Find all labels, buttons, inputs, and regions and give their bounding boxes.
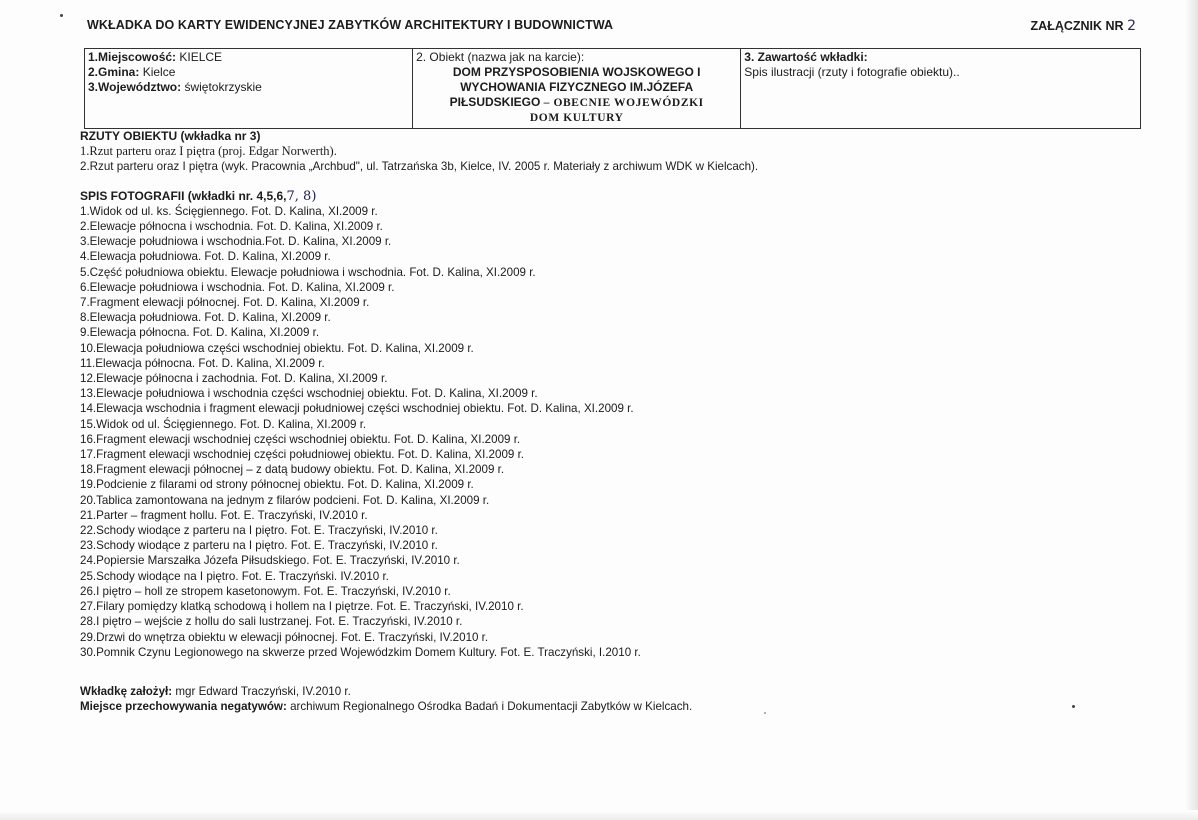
photo-list-item: 1.Widok od ul. ks. Ścięgiennego. Fot. D. Kalina, XI.2009 r. bbox=[80, 204, 378, 218]
photo-list-item: 18.Fragment elewacji północnej – z datą budowy obiektu. Fot. D. Kalina, XI.2009 r. bbox=[80, 463, 505, 477]
photo-list-item: 21.Parter – fragment hollu. Fot. E. Traczyński, IV.2010 r. bbox=[80, 508, 368, 522]
photo-list-item: 14.Elewacja wschodnia i fragment elewacji południowej części wschodniej obiektu. Fot. D. Kalina, XI.2009 r. bbox=[80, 402, 634, 416]
photo-list-item: 24.Popiersie Marszałka Józefa Piłsudskiego. Fot. E. Traczyński, IV.2010 r. bbox=[80, 554, 460, 568]
photo-list-item: 4.Elewacja południowa. Fot. D. Kalina, XI.2009 r. bbox=[80, 250, 331, 264]
spacer bbox=[80, 660, 1160, 684]
object-name-line-3-rest: – OBECNIE WOJEWÓDZKI bbox=[543, 97, 704, 109]
contents-cell bbox=[741, 49, 1141, 129]
rzuty-item: 2.Rzut parteru oraz I piętra (wyk. Pracownia „Archbud", ul. Tatrzańska 3b, Kielce, IV. 2005 r. Materiały z archiwum WDK w Kielcach). bbox=[80, 160, 759, 174]
storage-value: archiwum Regionalnego Ośrodka Badań i Dokumentacji Zabytków w Kielcach. bbox=[290, 700, 693, 714]
contents-label: 3. Zawartość wkładki: bbox=[744, 50, 868, 64]
founder-label: Wkładkę założył: bbox=[80, 684, 173, 698]
object-name-line-1: DOM PRZYSPOSOBIENIA WOJSKOWEGO I bbox=[452, 65, 701, 79]
scan-edge-right bbox=[1184, 0, 1198, 820]
annex-label-text: ZAŁĄCZNIK NR bbox=[1030, 19, 1124, 33]
gmina-line bbox=[88, 65, 409, 80]
photo-list-item: 20.Tablica zamontowana na jednym z filarów podcieni. Fot. D. Kalina, XI.2009 r. bbox=[80, 493, 490, 507]
photo-list-item: 27.Filary pomiędzy klatką schodową i hollem na I piętrze. Fot. E. Traczyński, IV.2010 r. bbox=[80, 600, 524, 614]
scan-speck bbox=[60, 14, 63, 17]
storage-label: Miejsce przechowywania negatywów: bbox=[80, 700, 287, 714]
photo-list-item: 28.I piętro – wejście z hollu do sali lustrzanej. Fot. E. Traczyński, IV.2010 r. bbox=[80, 615, 463, 629]
fotografie-heading-text: SPIS FOTOGRAFII (wkładki nr. 4,5,6, bbox=[80, 188, 287, 203]
rzuty-item: 1.Rzut parteru oraz I piętra (proj. Edgar Norwerth). bbox=[80, 144, 337, 159]
gmina-label: 2.Gmina: bbox=[88, 65, 140, 79]
annex-label bbox=[1031, 18, 1136, 34]
photo-list-item: 2.Elewacje północna i wschodnia. Fot. D. Kalina, XI.2009 r. bbox=[80, 220, 383, 234]
photo-list-item: 26.I piętro – holl ze stropem kasetonowym. Fot. E. Traczyński, IV.2010 r. bbox=[80, 584, 451, 598]
photo-list bbox=[80, 204, 1160, 660]
info-row bbox=[85, 49, 1141, 129]
info-table bbox=[84, 48, 1141, 129]
annex-number: 2 bbox=[1127, 18, 1136, 34]
photo-list-item: 12.Elewacje północna i zachodnia. Fot. D. Kalina, XI.2009 r. bbox=[80, 372, 388, 386]
photo-list-item: 3.Elewacje południowa i wschodnia.Fot. D. Kalina, XI.2009 r. bbox=[80, 235, 392, 249]
wojewodztwo-label: 3.Województwo: bbox=[88, 80, 182, 94]
photo-list-item: 8.Elewacja południowa. Fot. D. Kalina, XI.2009 r. bbox=[80, 311, 331, 325]
photo-list-item: 13.Elewacje południowa i wschodnia części wschodniej obiektu. Fot. D. Kalina, XI.2009 r. bbox=[80, 387, 538, 401]
object-label: 2. Obiekt (nazwa jak na karcie): bbox=[416, 50, 585, 64]
wojewodztwo-line bbox=[88, 80, 409, 95]
miejscowosc-label: 1.Miejscowość: bbox=[88, 50, 177, 64]
photo-list-item: 29.Drzwi do wnętrza obiektu w elewacji północnej. Fot. E. Traczyński, IV.2010 r. bbox=[80, 630, 489, 644]
location-cell bbox=[85, 49, 413, 129]
founder-value: mgr Edward Traczyński, IV.2010 r. bbox=[175, 684, 351, 698]
object-name-line-2: WYCHOWANIA FIZYCZNEGO IM.JÓZEFA bbox=[460, 80, 694, 94]
scan-edge-bottom bbox=[0, 810, 1198, 820]
scan-speck bbox=[1072, 705, 1075, 708]
object-name-line-3-start: PIŁSUDSKIEGO bbox=[449, 95, 541, 109]
photo-list-item: 22.Schody wiodące z parteru na I piętro. Fot. E. Traczyński, IV.2010 r. bbox=[80, 524, 438, 538]
founder-line bbox=[80, 684, 1160, 699]
photo-list-item: 6.Elewacje południowa i wschodnia. Fot. D. Kalina, XI.2009 r. bbox=[80, 280, 395, 294]
photo-list-item: 30.Pomnik Czynu Legionowego na skwerze przed Wojewódzkim Domem Kultury. Fot. E. Traczyński, I.2010 r. bbox=[80, 645, 641, 659]
gmina-value: Kielce bbox=[142, 65, 176, 79]
fotografie-heading-handwritten: 7, 8) bbox=[286, 188, 317, 204]
wojewodztwo-value: świętokrzyskie bbox=[184, 80, 262, 94]
photo-list-item: 15.Widok od ul. Ścięgiennego. Fot. D. Kalina, XI.2009 r. bbox=[80, 417, 367, 431]
photo-list-item: 25.Schody wiodące na I piętro. Fot. E. Traczyński. IV.2010 r. bbox=[80, 569, 389, 583]
document-body bbox=[80, 129, 1160, 714]
photo-list-item: 17.Fragment elewacji wschodniej części południowej obiektu. Fot. D. Kalina, XI.2009 r. bbox=[80, 448, 525, 462]
miejscowosc-value: KIELCE bbox=[179, 50, 223, 64]
object-cell bbox=[413, 49, 741, 129]
photo-list-item: 23.Schody wiodące z parteru na I piętro. Fot. E. Traczyński, IV.2010 r. bbox=[80, 539, 438, 553]
rzuty-heading: RZUTY OBIEKTU (wkładka nr 3) bbox=[80, 129, 261, 143]
photo-list-item: 10.Elewacja południowa części wschodniej obiektu. Fot. D. Kalina, XI.2009 r. bbox=[80, 341, 474, 355]
contents-value: Spis ilustracji (rzuty i fotografie obiektu).. bbox=[744, 65, 960, 79]
photo-list-item: 5.Część południowa obiektu. Elewacje południowa i wschodnia. Fot. D. Kalina, XI.2009 r. bbox=[80, 265, 536, 279]
photo-list-item: 16.Fragment elewacji wschodniej części wschodniej obiektu. Fot. D. Kalina, XI.2009 r. bbox=[80, 432, 521, 446]
miejscowosc-line bbox=[88, 50, 409, 65]
photo-list-item: 19.Podcienie z filarami od strony północnej obiektu. Fot. D. Kalina, XI.2009 r. bbox=[80, 478, 474, 492]
photo-list-item: 11.Elewacja północna. Fot. D. Kalina, XI.2009 r. bbox=[80, 356, 325, 370]
spacer bbox=[80, 175, 1160, 189]
storage-line bbox=[80, 699, 1160, 714]
object-name-line-4: DOM KULTURY bbox=[529, 112, 624, 124]
object-name-line-3 bbox=[416, 95, 737, 111]
document-title: WKŁADKA DO KARTY EWIDENCYJNEJ ZABYTKÓW ARCHITEKTURY I BUDOWNICTWA bbox=[87, 18, 614, 32]
scan-speck bbox=[764, 712, 766, 714]
photo-list-item: 9.Elewacja północna. Fot. D. Kalina, XI.2009 r. bbox=[80, 326, 320, 340]
photo-list-item: 7.Fragment elewacji północnej. Fot. D. Kalina, XI.2009 r. bbox=[80, 296, 370, 310]
fotografie-heading bbox=[80, 189, 1160, 204]
